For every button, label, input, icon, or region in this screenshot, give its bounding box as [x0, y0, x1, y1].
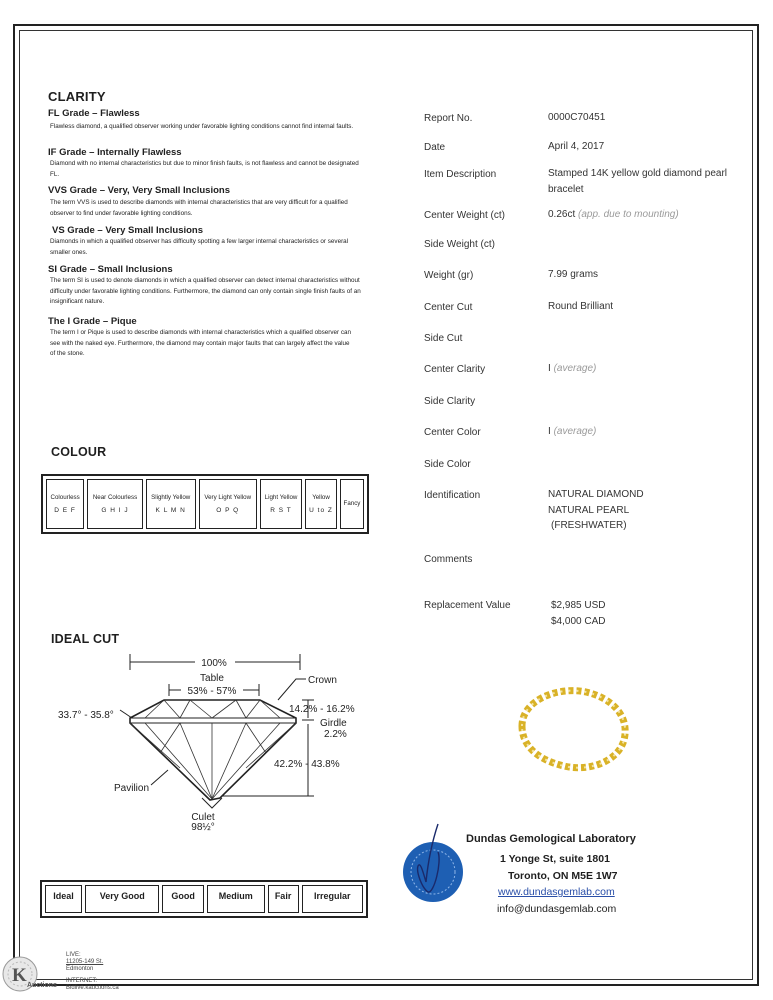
field-label: Side Weight (ct)	[424, 239, 495, 250]
lab-email: info@dundasgemlab.com	[497, 903, 617, 915]
seal-circle	[403, 842, 463, 902]
watermark-url: Bidlive.kauctions.ca	[66, 985, 119, 991]
crown-label: Crown	[308, 675, 337, 686]
lab-website-link[interactable]: www.dundasgemlab.com	[498, 886, 615, 898]
grade-heading: FL Grade – Flawless	[48, 108, 140, 119]
colour-cell: Light Yellow R S T	[260, 479, 302, 529]
grade-heading: IF Grade – Internally Flawless	[48, 147, 182, 158]
field-label: Center Weight (ct)	[424, 210, 505, 221]
cut-grade-cell: Irregular	[302, 885, 363, 913]
pavilion-depth: 42.2% - 43.8%	[274, 759, 340, 770]
field-label: Date	[424, 142, 446, 153]
cut-grade-cell: Good	[162, 885, 204, 913]
field-value: I	[548, 426, 551, 437]
field-value: $4,000 CAD	[551, 615, 606, 627]
field-note: (average)	[553, 363, 597, 374]
table-range: 53% - 57%	[187, 686, 237, 697]
lab-seal	[398, 822, 468, 908]
grade-text: The term SI is used to denote diamonds in which a qualified observer can detect internal characteristics without difficulty under favorable lighting conditions. Furthermore, the diamond can only contain single finish faults of an insignificant nature.	[50, 277, 361, 305]
auction-watermark	[2, 950, 132, 996]
grade-text: The term VVS is used to describe diamonds with internal characteristics that are very difficult for a qualified observer to find under favorable lighting conditions.	[50, 199, 348, 217]
cut-grade-cell: Ideal	[45, 885, 82, 913]
pavilion-label: Pavilion	[114, 783, 150, 794]
field-label: Center Clarity	[424, 364, 486, 375]
field-label: Center Cut	[424, 302, 473, 313]
field-value-group	[548, 361, 596, 377]
diamond-proportion-diagram	[40, 648, 380, 838]
lab-address-line2: Toronto, ON M5E 1W7	[508, 870, 618, 882]
girdle-value: 2.2%	[324, 729, 347, 740]
lab-address-line1: 1 Yonge St, suite 1801	[500, 853, 610, 865]
clarity-title: CLARITY	[48, 89, 106, 104]
ideal-cut-title: IDEAL CUT	[51, 632, 120, 646]
field-value: Round Brilliant	[548, 301, 614, 312]
auction-logo-letter: K	[12, 965, 27, 986]
field-value: Stamped 14K yellow gold diamond pearl bracelet	[548, 168, 727, 195]
field-note: (average)	[553, 426, 597, 437]
culet-label: Culet	[191, 812, 215, 823]
grade-heading: VVS Grade – Very, Very Small Inclusions	[48, 185, 230, 196]
field-label: Side Cut	[424, 333, 463, 344]
field-label: Center Color	[424, 427, 481, 438]
width-pct-label: 100%	[201, 658, 227, 669]
grade-heading: SI Grade – Small Inclusions	[48, 264, 173, 275]
grade-heading: The I Grade – Pique	[48, 316, 137, 327]
colour-scale-table	[41, 474, 369, 534]
cut-grade-cell: Fair	[268, 885, 299, 913]
crown-angle-arc	[120, 710, 132, 718]
colour-cell: Very Light Yellow O P Q	[199, 479, 257, 529]
field-label: Item Description	[424, 169, 497, 180]
grade-text: Diamond with no internal characteristics but due to minor finish faults, is not flawless and cannot be designated FL.	[50, 160, 359, 178]
girdle-label: Girdle	[320, 718, 347, 729]
culet-value: 98½°	[191, 822, 215, 833]
colour-cell: Yellow U to Z	[305, 479, 337, 529]
bracelet-chain	[522, 691, 625, 768]
field-value: 0.26ct	[548, 209, 576, 220]
field-value: (FRESHWATER)	[551, 520, 627, 531]
grade-heading: VS Grade – Very Small Inclusions	[52, 225, 204, 236]
field-value-group	[548, 207, 679, 223]
watermark-address2: Edmonton	[66, 966, 94, 972]
table-label: Table	[200, 673, 224, 684]
field-value: $2,985 USD	[551, 600, 606, 611]
auction-logo-icon	[2, 954, 62, 994]
field-value-group	[548, 424, 596, 440]
colour-cell: Near Colourless G H I J	[87, 479, 143, 529]
field-value: NATURAL PEARL	[548, 504, 630, 516]
crown-height: 14.2% - 16.2%	[289, 704, 355, 715]
crown-pointer	[278, 679, 306, 700]
cut-grade-cell: Very Good	[85, 885, 159, 913]
field-label: Replacement Value	[424, 600, 511, 611]
field-label: Side Color	[424, 459, 471, 470]
bracelet-photo	[508, 680, 638, 775]
lab-name: Dundas Gemological Laboratory	[466, 833, 636, 845]
crown-angle: 33.7° - 35.8°	[58, 710, 114, 721]
watermark-internet: INTERNET:	[66, 978, 98, 984]
cut-grade-table	[40, 880, 368, 918]
cut-grade-cell: Medium	[207, 885, 265, 913]
field-label: Weight (gr)	[424, 270, 474, 281]
colour-cell: Fancy	[340, 479, 364, 529]
diamond-outline	[130, 700, 296, 800]
field-label: Comments	[424, 554, 473, 565]
field-note: (app. due to mounting)	[578, 209, 679, 220]
field-value: 7.99 grams	[548, 269, 599, 280]
field-value-lines	[548, 487, 644, 534]
field-label: Identification	[424, 490, 481, 501]
field-value: NATURAL DIAMOND	[548, 489, 644, 500]
field-value: 0000C70451	[548, 112, 606, 123]
colour-cell: Slightly Yellow K L M N	[146, 479, 196, 529]
grade-text: Diamonds in which a qualified observer has difficulty spotting a few larger internal characteristics or several smaller ones.	[50, 238, 349, 256]
field-value: I	[548, 363, 551, 374]
pavilion-pointer	[151, 770, 168, 785]
watermark-live: LIVE:	[66, 952, 81, 958]
colour-cell: Colourless D E F	[46, 479, 84, 529]
watermark-address1: 11205-149 St.	[66, 959, 104, 965]
grade-text: The term I or Pique is used to describe diamonds with internal characteristics which a qualified observer can see with the naked eye. Furthermore, the diamond may contain major faults that can largely affect the value of the stone.	[50, 329, 351, 357]
field-value-lines	[551, 598, 605, 629]
grade-text: Flawless diamond, a qualified observer working under favorable lighting conditions cannot find internal faults.	[50, 123, 354, 130]
field-label: Side Clarity	[424, 396, 476, 407]
field-value: April 4, 2017	[548, 141, 605, 152]
colour-title: COLOUR	[51, 445, 107, 459]
field-label: Report No.	[424, 113, 473, 124]
auction-logo-text: Auctions	[27, 982, 57, 989]
